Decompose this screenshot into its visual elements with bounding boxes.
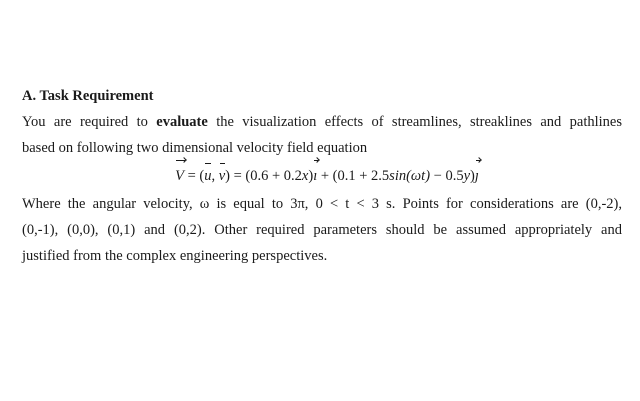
conditions-line-3: justified from the complex engineering perspectives. (22, 248, 328, 264)
section-heading: A. Task Requirement (22, 88, 154, 104)
intro-line-2: based on following two dimensional velocity field equation (22, 140, 368, 156)
intro-text-before: You are required to (22, 114, 157, 130)
eq-close-2: ) (470, 168, 475, 184)
conditions-line-1: Where the angular velocity, ω is equal to 3π, 0 < t < 3 s. Points for considerations are (0,-2), (22, 196, 622, 212)
eq-part-2: ) = (0.6 + 0.2 (225, 168, 302, 184)
x-variable: x (301, 168, 309, 184)
conditions-paragraph (22, 191, 622, 269)
eq-part-4: − 0.5 (430, 168, 464, 184)
j-unit-vector: ȷ (475, 161, 479, 191)
intro-line-1 (22, 109, 622, 135)
velocity-equation (22, 161, 622, 191)
intro-text-after: the visualization effects of streamlines, streaklines and pathlines (207, 114, 622, 130)
sin-term: sin(ωt) (389, 168, 431, 184)
eq-part-3: + (0.1 + 2.5 (317, 168, 390, 184)
eq-close-1: ) (308, 168, 314, 184)
intro-paragraph (22, 109, 622, 161)
eq-comma: , (211, 168, 219, 184)
document-body (22, 83, 622, 269)
i-unit-vector: ı (313, 161, 317, 191)
eq-part-1: = ( (183, 168, 205, 184)
conditions-line-2: (0,-1), (0,0), (0,1) and (0,2). Other required parameters should be assumed appropriately and (22, 222, 622, 238)
y-variable: y (463, 168, 471, 184)
u-bar-symbol: u (204, 161, 211, 191)
intro-bold-word: evaluate (156, 114, 208, 130)
v-bar-symbol: v (219, 161, 225, 191)
velocity-vector-symbol: V (175, 161, 184, 191)
